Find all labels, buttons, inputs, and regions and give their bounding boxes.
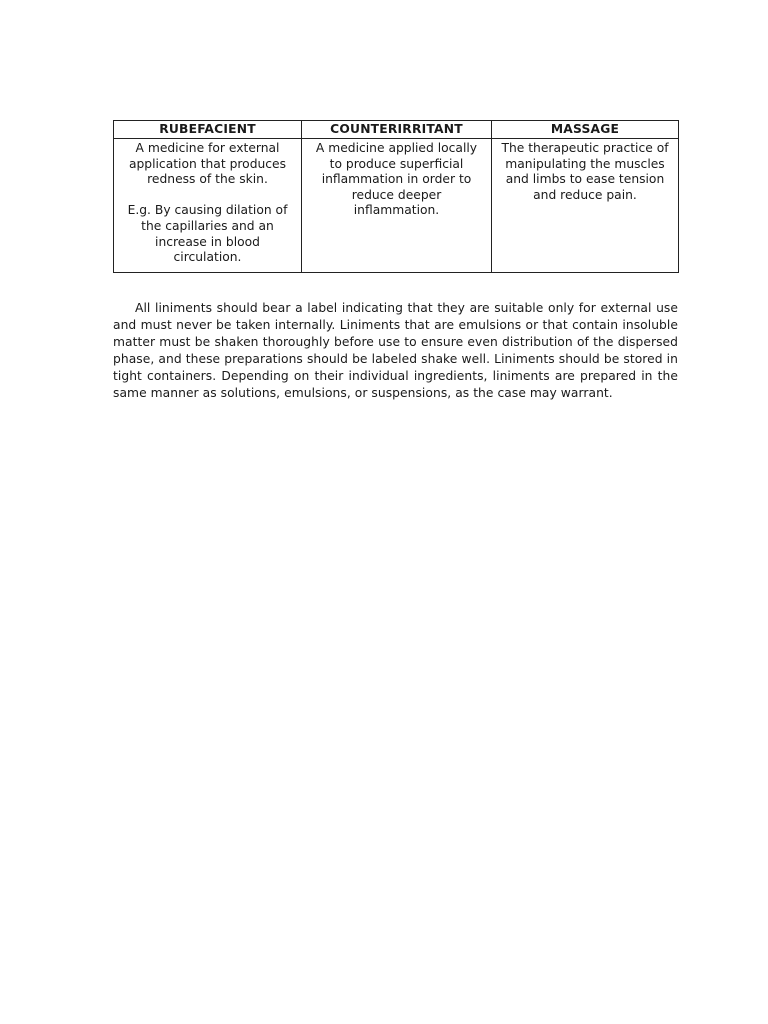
header-rubefacient: RUBEFACIENT	[114, 121, 302, 139]
counterirritant-cell	[302, 139, 492, 273]
liniments-paragraph: All liniments should bear a label indicating that they are suitable only for external use and must never be taken internally. Liniments that are emulsions or that contain insoluble matter must be shaken thoroughly before use to ensure even distribution of the dispersed phase, and these preparations should be labeled shake well. Liniments should be stored in tight containers. Depending on their individual ingredients, liniments are prepared in the same manner as solutions, emulsions, or suspensions, as the case may warrant.	[113, 300, 678, 401]
rubefacient-example: E.g. By causing dilation of the capillaries and an increase in blood circulation.	[127, 203, 288, 265]
counterirritant-definition: A medicine applied locally to produce superficial inflammation in order to reduce deeper inflammation.	[315, 141, 478, 218]
massage-cell	[492, 139, 679, 273]
massage-definition: The therapeutic practice of manipulating the muscles and limbs to ease tension and reduce pain.	[501, 141, 669, 202]
definitions-table	[113, 120, 679, 273]
table-header-row	[114, 121, 679, 139]
header-massage: MASSAGE	[492, 121, 679, 139]
table-row	[114, 139, 679, 273]
document-page	[113, 120, 678, 402]
rubefacient-definition: A medicine for external application that produces redness of the skin.	[128, 141, 287, 187]
rubefacient-cell	[114, 139, 302, 273]
header-counterirritant: COUNTERIRRITANT	[302, 121, 492, 139]
